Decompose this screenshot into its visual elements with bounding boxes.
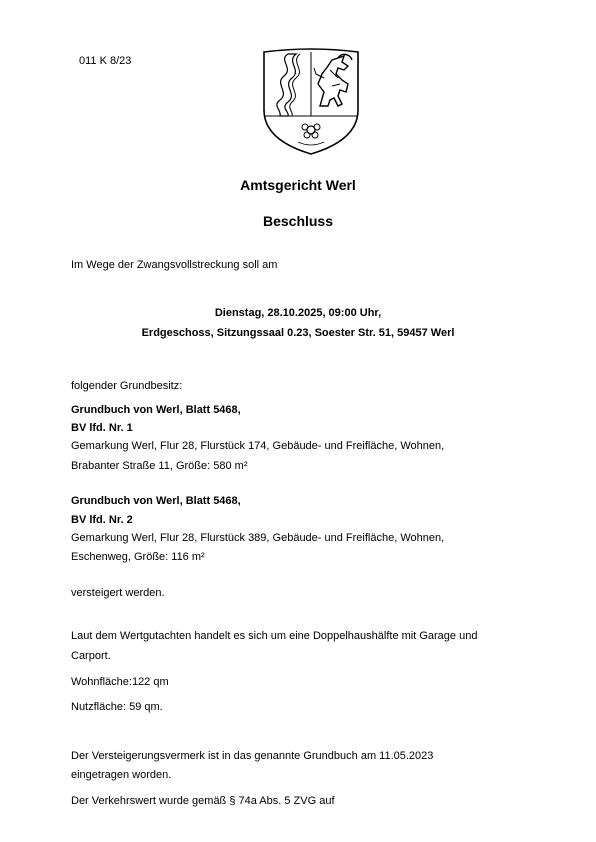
nrw-coat-of-arms-icon — [258, 48, 364, 156]
document-type: Beschluss — [262, 213, 334, 229]
parcel-1-desc: Gemarkung Werl, Flur 28, Flurstück 174, Gebäude- und Freifläche, Wohnen, — [71, 440, 445, 452]
property-intro: folgender Grundbesitz: — [71, 380, 183, 392]
appraisal-text: Laut dem Wertgutachten handelt es sich um eine Doppelhaushälfte mit Garage und — [71, 630, 478, 642]
intro-text: Im Wege der Zwangsvollstreckung soll am — [71, 259, 278, 271]
date-line: Dienstag, 28.10.2025, 09:00 Uhr, — [214, 307, 382, 319]
file-reference: 011 K 8/23 — [79, 55, 132, 67]
usable-area: Nutzfläche: 59 qm. — [71, 701, 163, 713]
parcel-2-subtitle: BV lfd. Nr. 2 — [71, 514, 133, 526]
registration-text: eingetragen worden. — [71, 769, 172, 781]
parcel-1-title: Grundbuch von Werl, Blatt 5468, — [71, 404, 241, 416]
parcel-2-desc: Gemarkung Werl, Flur 28, Flurstück 389, Gebäude- und Freifläche, Wohnen, — [71, 532, 445, 544]
parcel-2-desc: Eschenweg, Größe: 116 m² — [71, 551, 205, 563]
registration-text: Der Versteigerungsvermerk ist in das genannte Grundbuch am 11.05.2023 — [71, 750, 434, 762]
appraisal-text: Carport. — [71, 650, 111, 662]
parcel-2-title: Grundbuch von Werl, Blatt 5468, — [71, 495, 241, 507]
living-area: Wohnfläche:122 qm — [71, 676, 169, 688]
location-line: Erdgeschoss, Sitzungssaal 0.23, Soester Str. 51, 59457 Werl — [141, 327, 455, 339]
auction-text: versteigert werden. — [71, 587, 165, 599]
court-name: Amtsgericht Werl — [240, 177, 356, 193]
parcel-1-desc: Brabanter Straße 11, Größe: 580 m² — [71, 460, 248, 472]
parcel-1-subtitle: BV lfd. Nr. 1 — [71, 422, 133, 434]
market-value-text: Der Verkehrswert wurde gemäß § 74a Abs. 5 ZVG auf — [71, 795, 335, 807]
